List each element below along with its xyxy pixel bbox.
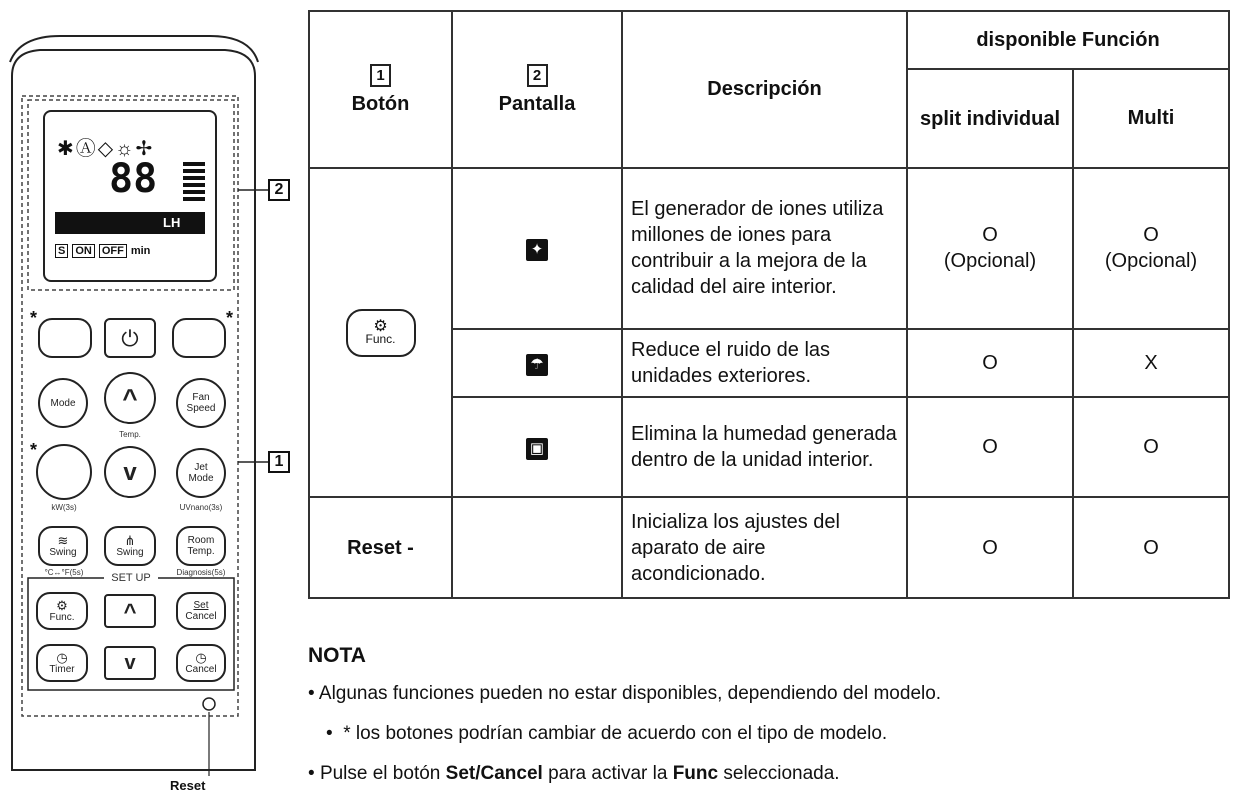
- remote-control-illustration: [0, 0, 300, 798]
- timer-button[interactable]: [36, 644, 88, 682]
- clock-icon: ◷: [56, 650, 68, 665]
- func-button-cell: [309, 168, 452, 498]
- jet-mode-label: Jet Mode: [188, 462, 214, 484]
- swing-vertical-button[interactable]: [38, 526, 88, 566]
- header-display: 2 Pantalla: [452, 11, 622, 168]
- func-button[interactable]: [36, 592, 88, 630]
- clock-icon: ◷: [195, 650, 207, 665]
- uvnano-label: UVnano(3s): [179, 503, 223, 512]
- gear-icon: ⚙: [56, 598, 68, 613]
- reset-button-cell: Reset -: [309, 497, 452, 598]
- split-ionizer: O (Opcional): [907, 168, 1073, 329]
- multi-reset: O: [1073, 497, 1229, 598]
- display-auto-clean: [452, 397, 622, 498]
- chevron-up-icon: ^: [122, 382, 138, 413]
- temp-up-button[interactable]: [104, 372, 156, 424]
- lcd-on: ON: [72, 244, 95, 258]
- fan-speed-button[interactable]: [176, 378, 226, 428]
- room-temp-button[interactable]: [176, 526, 226, 566]
- kw-label: kW(3s): [51, 503, 77, 512]
- mode-label: Mode: [50, 397, 76, 409]
- split-auto-clean: O: [907, 397, 1073, 498]
- timer-label: ◷ Timer: [49, 650, 75, 675]
- callout-display: 2: [268, 179, 290, 201]
- chevron-down-icon: v: [123, 458, 137, 486]
- header-button: 1 Botón: [309, 11, 452, 168]
- desc-low-noise: Reduce el ruido de las unidades exteriores.: [622, 329, 907, 397]
- swing-vertical-icon: ≋: [57, 533, 69, 548]
- star-marker-3: *: [30, 440, 38, 460]
- lcd-icons-row1: ✱Ⓐ◇☼✢: [57, 138, 155, 160]
- low-noise-icon: ☂: [526, 354, 548, 376]
- callout-buttons: 1: [268, 451, 290, 473]
- star-marker-1: *: [30, 308, 38, 328]
- desc-auto-clean: Elimina la humedad generada dentro de la unidad interior.: [622, 397, 907, 498]
- lcd-lh: LH: [163, 215, 181, 230]
- cf-label: °C↔°F(5s): [44, 568, 84, 577]
- desc-ionizer: El generador de iones utiliza millones de iones para contribuir a la mejora de la calidad del aire interior.: [622, 168, 907, 329]
- cancel-button[interactable]: [176, 644, 226, 682]
- note-3: • Pulse el botón Set/Cancel para activar la Func seleccionada.: [308, 763, 840, 784]
- multi-auto-clean: O: [1073, 397, 1229, 498]
- swing-horizontal-icon: ⋔: [124, 533, 136, 548]
- lcd-screen: [43, 110, 217, 282]
- power-button[interactable]: [104, 318, 156, 358]
- lcd-min: min: [130, 245, 151, 257]
- custom-button-right[interactable]: [172, 318, 226, 358]
- lcd-level-bars: [183, 162, 205, 202]
- header-split: split individual: [907, 69, 1073, 168]
- func-label: ⚙ Func.: [49, 598, 75, 623]
- swing-horizontal-button[interactable]: [104, 526, 156, 566]
- display-reset: [452, 497, 622, 598]
- note-1: • Algunas funciones pueden no estar disponibles, dependiendo del modelo.: [308, 683, 942, 704]
- custom-button-left[interactable]: [38, 318, 92, 358]
- split-low-noise: O: [907, 329, 1073, 397]
- desc-reset: Inicializa los ajustes del aparato de aire acondicionado.: [622, 497, 907, 598]
- reset-label: Reset: [170, 778, 206, 793]
- set-cancel-label: Set Cancel: [185, 600, 217, 622]
- multi-ionizer: O (Opcional): [1073, 168, 1229, 329]
- header-available-function: disponible Función: [907, 11, 1229, 69]
- split-reset: O: [907, 497, 1073, 598]
- multi-low-noise: X: [1073, 329, 1229, 397]
- set-cancel-button[interactable]: [176, 592, 226, 630]
- chevron-up-icon: ^: [123, 598, 137, 624]
- lcd-s: S: [55, 244, 68, 258]
- gear-icon: ⚙: [373, 317, 388, 335]
- lcd-off: OFF: [99, 244, 127, 258]
- ionizer-icon: ✦: [526, 239, 548, 261]
- lcd-digits: 88: [109, 156, 158, 202]
- mode-button[interactable]: [38, 378, 88, 428]
- chevron-down-icon: v: [124, 651, 136, 674]
- fan-speed-label: Fan Speed: [186, 392, 216, 414]
- temp-label: Temp.: [119, 430, 141, 439]
- jet-mode-button[interactable]: [176, 448, 226, 498]
- note-2: • * los botones podrían cambiar de acuerdo con el tipo de modelo.: [326, 723, 888, 744]
- diagnosis-label: Diagnosis(5s): [176, 568, 226, 577]
- display-low-noise: [452, 329, 622, 397]
- auto-clean-icon: ▣: [526, 438, 548, 460]
- header-multi: Multi: [1073, 69, 1229, 168]
- setup-up-button[interactable]: [104, 594, 156, 628]
- display-ionizer: [452, 168, 622, 329]
- func-button-icon: ⚙ Func.: [346, 309, 416, 357]
- header-description: Descripción: [622, 11, 907, 168]
- lcd-bottom-row: [55, 244, 150, 258]
- setup-down-button[interactable]: [104, 646, 156, 680]
- power-icon: ⏻: [121, 325, 139, 351]
- note-title: NOTA: [308, 644, 366, 667]
- lcd-icons-row3: [55, 212, 205, 234]
- cancel-label: ◷ Cancel: [185, 650, 217, 675]
- swing-vertical-label: ≋ Swing: [49, 533, 77, 558]
- temp-down-button[interactable]: [104, 446, 156, 498]
- room-temp-label: Room Temp.: [187, 535, 215, 557]
- star-marker-2: *: [226, 308, 234, 328]
- function-table: [308, 10, 1230, 599]
- kw-button[interactable]: [36, 444, 92, 500]
- setup-label: SET UP: [104, 572, 158, 584]
- swing-horizontal-label: ⋔ Swing: [116, 533, 144, 558]
